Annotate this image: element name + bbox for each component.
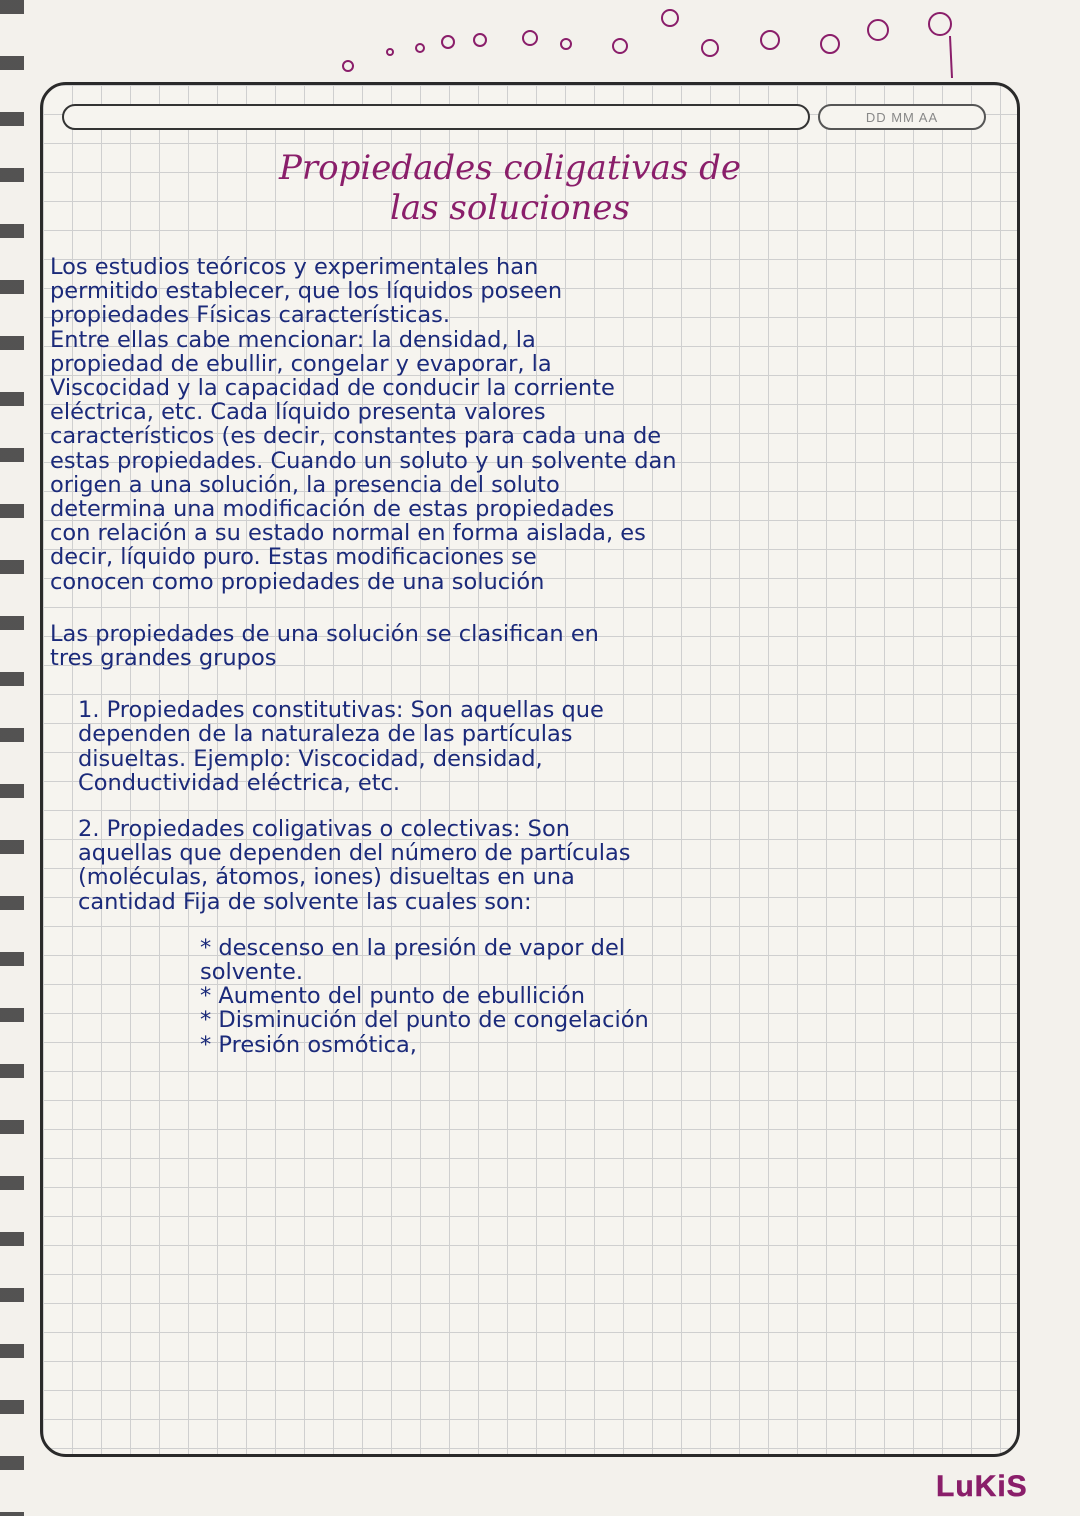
- text-line: Las propiedades de una solución se clasifican en: [50, 620, 599, 647]
- flower-doodles: [330, 0, 990, 80]
- text-line: (moléculas, átomos, iones) disueltas en una: [78, 864, 575, 891]
- date-field: DD MM AA: [818, 104, 986, 130]
- text-line: conocen como propiedades de una solución: [50, 568, 545, 595]
- text-line: Entre ellas cabe mencionar: la densidad, la: [50, 326, 536, 353]
- text-line: 2. Propiedades coligativas o colectivas: Son: [78, 816, 570, 843]
- header-bar: [62, 104, 810, 130]
- text-line: aquellas que dependen del número de partículas: [78, 840, 631, 867]
- text-line: dependen de la naturaleza de las partículas: [78, 721, 573, 748]
- text-line: Los estudios teóricos y experimentales han: [50, 254, 539, 280]
- notebook-spiral-binding: [0, 0, 24, 1516]
- list-item: * Disminución del punto de congelación: [200, 1007, 649, 1034]
- brand-signature: LuKiS: [936, 1470, 1028, 1503]
- list-item: solvente.: [200, 959, 303, 986]
- text-line: disueltas. Ejemplo: Viscocidad, densidad,: [78, 745, 543, 772]
- title-line-1: Propiedades coligativas de: [279, 148, 741, 188]
- text-line: decir, líquido puro. Estas modificaciones se: [50, 544, 537, 571]
- item-colligative-properties: [50, 817, 1000, 914]
- title-line-2: las soluciones: [390, 188, 630, 228]
- text-line: 1. Propiedades constitutivas: Son aquellas que: [78, 697, 604, 724]
- text-line: tres grandes grupos: [50, 645, 277, 672]
- text-line: determina una modificación de estas propiedades: [50, 496, 615, 523]
- text-line: Viscocidad y la capacidad de conducir la corriente: [50, 375, 615, 402]
- text-line: permitido establecer, que los líquidos poseen: [50, 278, 563, 305]
- text-line: propiedad de ebullir, congelar y evaporar, la: [50, 350, 552, 377]
- text-line: propiedades Físicas características.: [50, 302, 451, 329]
- item-constitutive-properties: [50, 698, 1000, 795]
- paragraph-classification: [50, 622, 1000, 670]
- paragraph-intro: [50, 255, 1000, 594]
- colligative-properties-list: [50, 936, 1000, 1057]
- text-line: Conductividad eléctrica, etc.: [78, 769, 401, 796]
- text-line: origen a una solución, la presencia del soluto: [50, 471, 560, 498]
- notes-body: [50, 255, 1000, 1057]
- list-item: * Presión osmótica,: [200, 1031, 417, 1058]
- text-line: característicos (es decir, constantes para cada una de: [50, 423, 662, 450]
- text-line: cantidad Fija de solvente las cuales son:: [78, 888, 532, 915]
- text-line: eléctrica, etc. Cada líquido presenta valores: [50, 399, 546, 426]
- list-item: * Aumento del punto de ebullición: [200, 983, 585, 1010]
- list-item: * descenso en la presión de vapor del: [200, 934, 626, 961]
- text-line: estas propiedades. Cuando un soluto y un solvente dan: [50, 447, 677, 474]
- text-line: con relación a su estado normal en forma aislada, es: [50, 520, 646, 547]
- page-title: [230, 148, 790, 228]
